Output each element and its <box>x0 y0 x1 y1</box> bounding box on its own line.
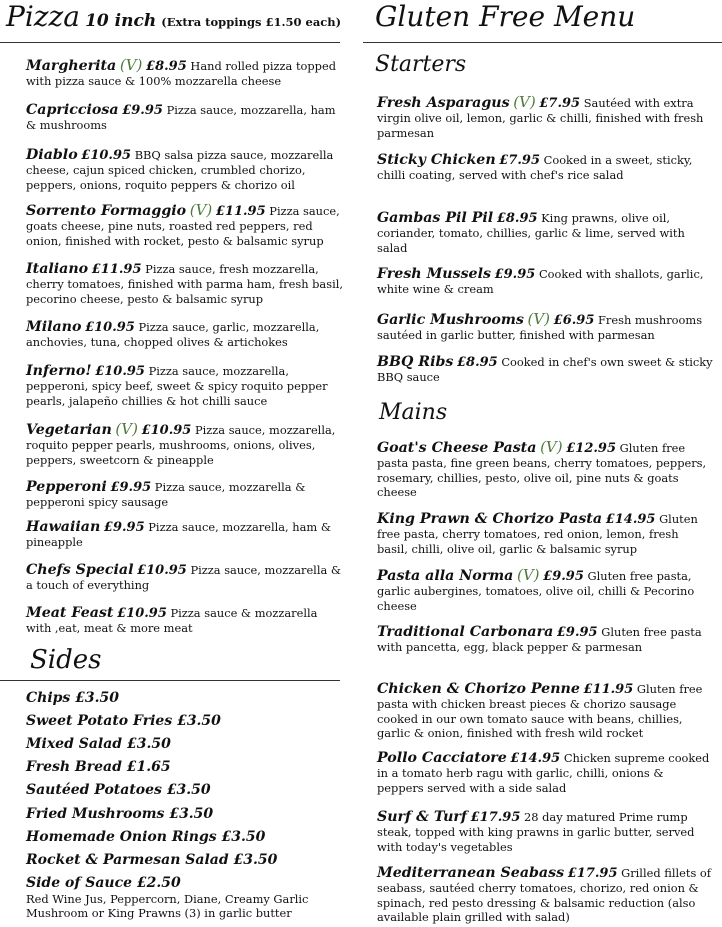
item-name: Garlic Mushrooms <box>377 312 524 328</box>
item-description: Gluten free pasta with pancetta, egg, black pepper & parmesan <box>377 625 702 655</box>
item-name: Pollo Cacciatore <box>377 750 507 766</box>
side-item-sweet-potato-fries <box>26 713 221 729</box>
sides-title: Sides <box>30 645 102 675</box>
side-price: £3.50 <box>221 828 266 845</box>
vegetarian-badge: (V) <box>119 56 143 74</box>
item-name: Inferno! <box>26 363 92 379</box>
item-description: Pizza sauce, goats cheese, pine nuts, roasted red peppers, red onion, finished with rocket, pesto & balsamic syrup <box>26 204 340 248</box>
item-price: £9.95 <box>556 625 598 640</box>
item-name: Surf & Turf <box>377 809 467 825</box>
pizza-item-sorrento-formaggio <box>26 203 344 248</box>
item-name: Fresh Mussels <box>377 266 491 282</box>
item-description: BBQ salsa pizza sauce, mozzarella cheese, cajun spiced chicken, crumbled chorizo, peppers, onions, roquito peppers & chorizo oil <box>26 148 334 192</box>
side-name: Homemade Onion Rings <box>26 828 217 845</box>
side-item-chips <box>26 690 119 706</box>
side-item-saut-ed-potatoes <box>26 782 211 798</box>
item-name: Pepperoni <box>26 479 107 495</box>
item-price: £9.95 <box>494 267 536 282</box>
starters-title: Starters <box>375 52 467 77</box>
item-description: Pizza sauce, garlic, mozzarella, anchovies, tuna, chopped olives & artichokes <box>26 320 320 350</box>
side-name: Fried Mushrooms <box>26 805 165 822</box>
item-price: £8.95 <box>457 355 498 370</box>
item-price: £10.95 <box>95 364 145 379</box>
item-price: £11.95 <box>583 682 634 697</box>
item-price: £8.95 <box>496 211 538 226</box>
item-name: Pasta alla Norma <box>377 568 514 584</box>
item-price: £14.95 <box>510 751 561 766</box>
item-price: £9.95 <box>543 569 584 584</box>
item-description: Sautéed with extra virgin olive oil, lemon, garlic & chilli, finished with fresh parmesan <box>377 96 704 140</box>
item-description: Pizza sauce, mozzarella & a touch of everything <box>26 563 342 593</box>
side-price: £3.50 <box>177 713 221 730</box>
item-name: Fresh Asparagus <box>377 95 510 111</box>
side-item-rocket-parmesan-salad <box>26 852 277 868</box>
pizza-item-inferno <box>26 364 344 408</box>
item-name: Sorrento Formaggio <box>26 203 187 219</box>
item-price: £10.95 <box>141 423 192 438</box>
item-description: Pizza sauce, mozzarella & pepperoni spicy sausage <box>26 480 306 510</box>
starter-item-bbq-ribs <box>377 355 713 385</box>
item-name: Capricciosa <box>26 102 119 118</box>
sides-header-rule <box>0 680 340 681</box>
item-description: Cooked in a sweet, sticky, chilli coating, served with chef's rice salad <box>377 153 693 183</box>
vegetarian-badge: (V) <box>115 420 138 438</box>
pizza-item-capricciosa <box>26 103 344 133</box>
main-item-pasta-alla-norma <box>377 568 713 613</box>
item-price: £9.95 <box>110 480 152 495</box>
item-price: £7.95 <box>539 96 581 111</box>
item-name: Gambas Pil Pil <box>377 210 494 226</box>
item-description: Cooked in chef's own sweet & sticky BBQ sauce <box>377 355 713 385</box>
pizza-size: 10 inch <box>85 11 157 31</box>
side-name: Chips <box>26 690 71 706</box>
side-price: £3.50 <box>233 851 278 868</box>
item-name: Chefs Special <box>26 562 134 578</box>
item-name: BBQ Ribs <box>377 354 454 370</box>
item-name: Italiano <box>26 261 89 277</box>
item-price: £11.95 <box>91 262 142 277</box>
item-description: Pizza sauce & mozzarella with ,eat, meat & more meat <box>26 606 318 636</box>
item-name: Diablo <box>26 147 78 163</box>
item-name: Traditional Carbonara <box>377 624 554 640</box>
starter-item-fresh-asparagus <box>377 95 713 140</box>
pizza-item-vegetarian <box>26 422 344 467</box>
side-name: Sautéed Potatoes <box>26 782 162 799</box>
item-name: Milano <box>26 319 82 335</box>
side-price: £2.50 <box>136 874 181 891</box>
vegetarian-badge: (V) <box>513 93 536 111</box>
item-name: Chicken & Chorizo Penne <box>377 681 580 697</box>
side-name: Mixed Salad <box>26 736 123 753</box>
item-name: Vegetarian <box>26 422 112 438</box>
item-description: Pizza sauce, mozzarella, ham & mushrooms <box>26 103 336 133</box>
side-name: Fresh Bread <box>26 759 122 776</box>
item-description: Hand rolled pizza topped with pizza sauce & 100% mozzarella cheese <box>26 59 337 89</box>
item-price: £12.95 <box>566 441 616 456</box>
item-price: £9.95 <box>103 520 145 535</box>
pizza-item-diablo <box>26 148 344 192</box>
item-description: 28 day matured Prime rump steak, topped with king prawns in garlic butter, served with today's vegetables <box>377 810 695 854</box>
side-item-mixed-salad <box>26 736 171 752</box>
pizza-item-meat-feast <box>26 606 344 636</box>
item-price: £14.95 <box>605 512 656 527</box>
side-name: Side of Sauce <box>26 874 133 891</box>
main-item-surf-turf <box>377 810 713 854</box>
pizza-item-italiano <box>26 262 344 306</box>
item-price: £17.95 <box>470 810 521 825</box>
side-item-fried-mushrooms <box>26 806 213 822</box>
main-item-pollo-cacciatore <box>377 751 713 795</box>
item-name: Goat's Cheese Pasta <box>377 440 537 456</box>
item-description: Cooked with shallots, garlic, white wine & cream <box>377 267 704 297</box>
main-item-traditional-carbonara <box>377 625 713 655</box>
item-description: Pizza sauce, mozzarella, roquito pepper pearls, mushrooms, onions, olives, peppers, sweetcorn & pineapple <box>26 423 336 467</box>
gluten-free-header-rule <box>363 42 722 43</box>
main-item-goat-s-cheese-pasta <box>377 440 713 499</box>
pizza-title: Pizza <box>6 0 80 33</box>
vegetarian-badge: (V) <box>517 566 540 584</box>
item-price: £10.95 <box>81 148 132 163</box>
item-price: £10.95 <box>85 320 135 335</box>
main-item-mediterranean-seabass <box>377 866 713 924</box>
pizza-item-milano <box>26 320 344 350</box>
item-description: Pizza sauce, mozzarella, pepperoni, spicy beef, sweet & spicy roquito pepper pearls, jalapeño chillies & hot chilli sauce <box>26 364 328 408</box>
side-item-homemade-onion-rings <box>26 829 265 845</box>
starter-item-garlic-mushrooms <box>377 312 713 343</box>
pizza-header-rule <box>0 42 340 43</box>
item-price: £7.95 <box>499 153 540 168</box>
starter-item-gambas-pil-pil <box>377 211 713 255</box>
item-description: King prawns, olive oil, coriander, tomato, chillies, garlic & lime, served with salad <box>377 211 685 255</box>
item-price: £10.95 <box>137 563 187 578</box>
item-description: Pizza sauce, fresh mozzarella, cherry tomatoes, finished with parma ham, fresh basil, pecorino cheese, pesto & balsamic syrup <box>26 262 343 306</box>
main-item-king-prawn-chorizo-pasta <box>377 512 713 556</box>
item-description: Gluten free pasta with chicken breast pieces & chorizo sausage cooked in our own tomato sauce with beans, chillies, garlic & onion, finished with fresh wild rocket <box>377 682 703 740</box>
item-price: £8.95 <box>146 59 187 74</box>
side-price: £3.50 <box>166 782 211 799</box>
item-name: Margherita <box>26 58 117 74</box>
pizza-item-pepperoni <box>26 480 344 510</box>
item-price: £11.95 <box>215 204 266 219</box>
item-name: King Prawn & Chorizo Pasta <box>377 511 603 527</box>
gluten-free-header <box>375 0 635 33</box>
side-price: £3.50 <box>169 805 214 822</box>
starter-item-fresh-mussels <box>377 267 713 297</box>
item-description: Pizza sauce, mozzarella, ham & pineapple <box>26 520 331 550</box>
item-description: Grilled fillets of seabass, sautéed cherry tomatoes, chorizo, red onion & spinach, red pesto dressing & balsamic reduction (also available plain grilled with salad) <box>377 866 711 924</box>
side-name: Rocket & Parmesan Salad <box>26 851 229 868</box>
vegetarian-badge: (V) <box>540 438 563 456</box>
vegetarian-badge: (V) <box>527 310 551 328</box>
item-name: Meat Feast <box>26 605 114 621</box>
side-price: £3.50 <box>126 736 171 753</box>
gluten-free-title: Gluten Free Menu <box>375 0 636 33</box>
item-description: Gluten free pasta pasta, fine green beans, cherry tomatoes, peppers, rosemary, chillies, pesto, olive oil, pine nuts & goats cheese <box>377 441 707 499</box>
item-description: Gluten free pasta, garlic aubergines, tomatoes, olive oil, chilli & Pecorino cheese <box>377 569 695 613</box>
starter-item-sticky-chicken <box>377 153 713 183</box>
item-name: Mediterranean Seabass <box>377 865 565 881</box>
pizza-toppings-note: (Extra toppings £1.50 each) <box>161 15 342 29</box>
item-price: £9.95 <box>122 103 163 118</box>
pizza-item-margherita <box>26 58 344 89</box>
mains-title: Mains <box>379 400 448 425</box>
vegetarian-badge: (V) <box>189 201 213 219</box>
main-item-chicken-chorizo-penne <box>377 682 713 740</box>
pizza-item-hawaiian <box>26 520 344 550</box>
side-item-side-of-sauce <box>26 875 181 891</box>
sauce-description: Red Wine Jus, Peppercorn, Diane, Creamy Garlic Mushroom or King Prawns (3) in garlic butter <box>26 892 309 921</box>
item-price: £17.95 <box>567 866 618 881</box>
side-price: £3.50 <box>75 690 120 706</box>
item-description: Chicken supreme cooked in a tomato herb ragu with garlic, chilli, onions & peppers served with a side salad <box>377 751 710 795</box>
pizza-item-chefs-special <box>26 563 344 593</box>
side-name: Sweet Potato Fries <box>26 713 173 730</box>
item-name: Hawaiian <box>26 519 101 535</box>
item-price: £6.95 <box>553 313 595 328</box>
item-description: Gluten free pasta, cherry tomatoes, red onion, lemon, fresh basil, chilli, olive oil, garlic & balsamic syrup <box>377 512 698 556</box>
item-price: £10.95 <box>117 606 167 621</box>
pizza-header <box>6 0 341 33</box>
side-price: £1.65 <box>126 759 171 776</box>
item-name: Sticky Chicken <box>377 152 496 168</box>
side-item-fresh-bread <box>26 759 171 775</box>
item-description: Fresh mushrooms sautéed in garlic butter, finished with parmesan <box>377 313 703 343</box>
